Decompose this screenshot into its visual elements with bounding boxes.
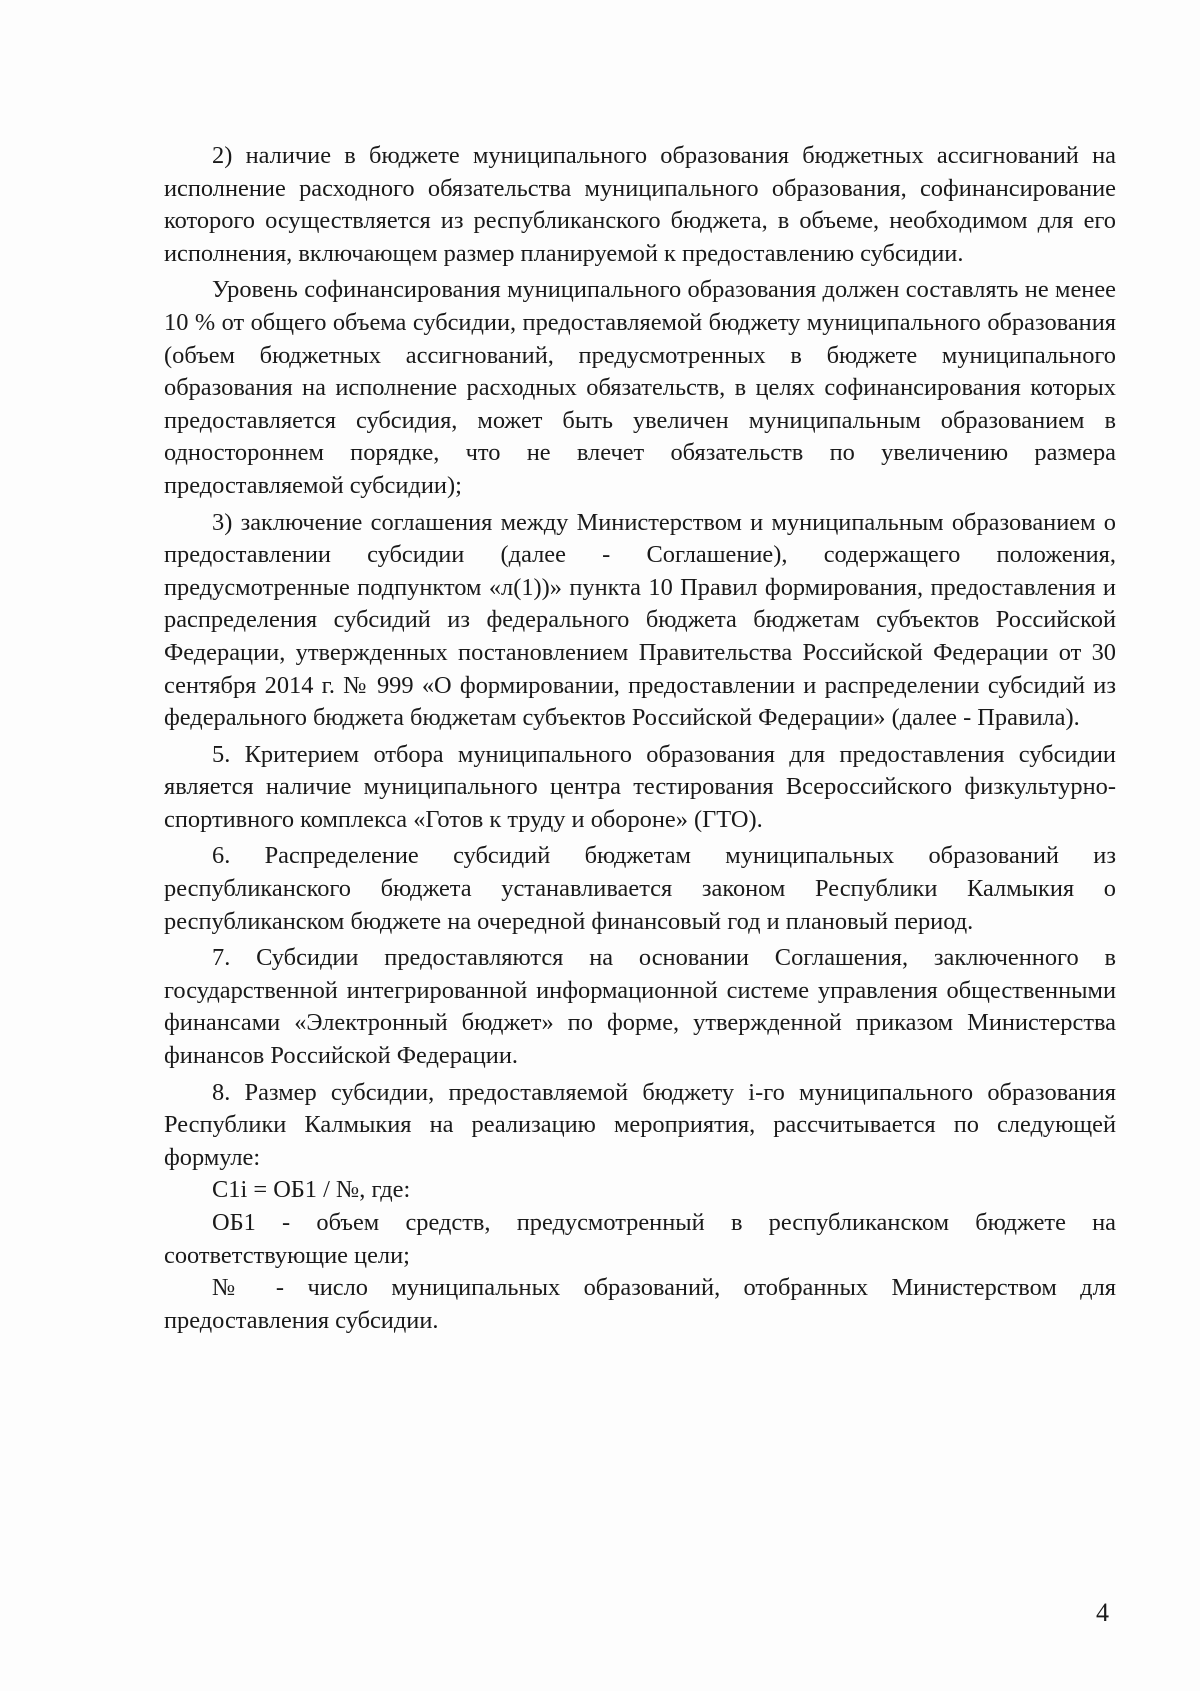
paragraph-item-3: 3) заключение соглашения между Министерством и муниципальным образованием о предоставлении субсидии (далее - Соглашение), содержащего положения, предусмотренные подпунктом «л(1))» пункта 10 Правил формирования, предоставления и распределения субсидий из федерального бюджета бюджетам субъектов Российской Федерации, утвержденных постановлением Правительства Российской Федерации от 30 сентября 2014 г. № 999 «О формировании, предоставлении и распределении субсидий из федерального бюджета бюджетам субъектов Российской Федерации» (далее - Правила). <box>164 508 1116 732</box>
paragraph-cofinancing-level: Уровень софинансирования муниципального образования должен составлять не менее 10 % от общего объема субсидии, предоставляемой бюджету муниципального образования (объем бюджетных ассигнований, предусмотренных в бюджете муниципального образования на исполнение расходных обязательств, в целях софинансирования которых предоставляется субсидия, может быть увеличен муниципальным образованием в одностороннем порядке, что не влечет обязательств по увеличению размера предоставляемой субсидии); <box>164 276 1116 499</box>
paragraph-item-8: 8. Размер субсидии, предоставляемой бюджету i-го муниципального образования Республики Калмыкия на реализацию мероприятия, рассчитывается по следующей формуле: <box>164 1078 1116 1171</box>
formula-definition-ob1: ОБ1 - объем средств, предусмотренный в республиканском бюджете на соответствующие цели; <box>164 1209 1116 1269</box>
page-number: 4 <box>1096 1598 1109 1627</box>
paragraph-item-5: 5. Критерием отбора муниципального образования для предоставления субсидии является наличие муниципального центра тестирования Всероссийского физкультурно-спортивного комплекса «Готов к труду и обороне» (ГТО). <box>164 740 1116 833</box>
paragraph-item-2: 2) наличие в бюджете муниципального образования бюджетных ассигнований на исполнение расходного обязательства муниципального образования, софинансирование которого осуществляется из республиканского бюджета, в объеме, необходимом для его исполнения, включающем размер планируемой к предоставлению субсидии. <box>164 142 1116 267</box>
formula-definition-number: № - число муниципальных образований, отобранных Министерством для предоставления субсидии. <box>164 1274 1116 1334</box>
paragraph-item-6: 6. Распределение субсидий бюджетам муниципальных образований из республиканского бюджета устанавливается законом Республики Калмыкия о республиканском бюджете на очередной финансовый год и плановый период. <box>164 842 1116 935</box>
paragraph-item-7: 7. Субсидии предоставляются на основании Соглашения, заключенного в государственной интегрированной информационной системе управления общественными финансами «Электронный бюджет» по форме, утвержденной приказом Министерства финансов Российской Федерации. <box>164 944 1116 1070</box>
formula: C1i = OБ1 / №, где: <box>212 1176 411 1204</box>
document-body <box>164 140 1116 1337</box>
